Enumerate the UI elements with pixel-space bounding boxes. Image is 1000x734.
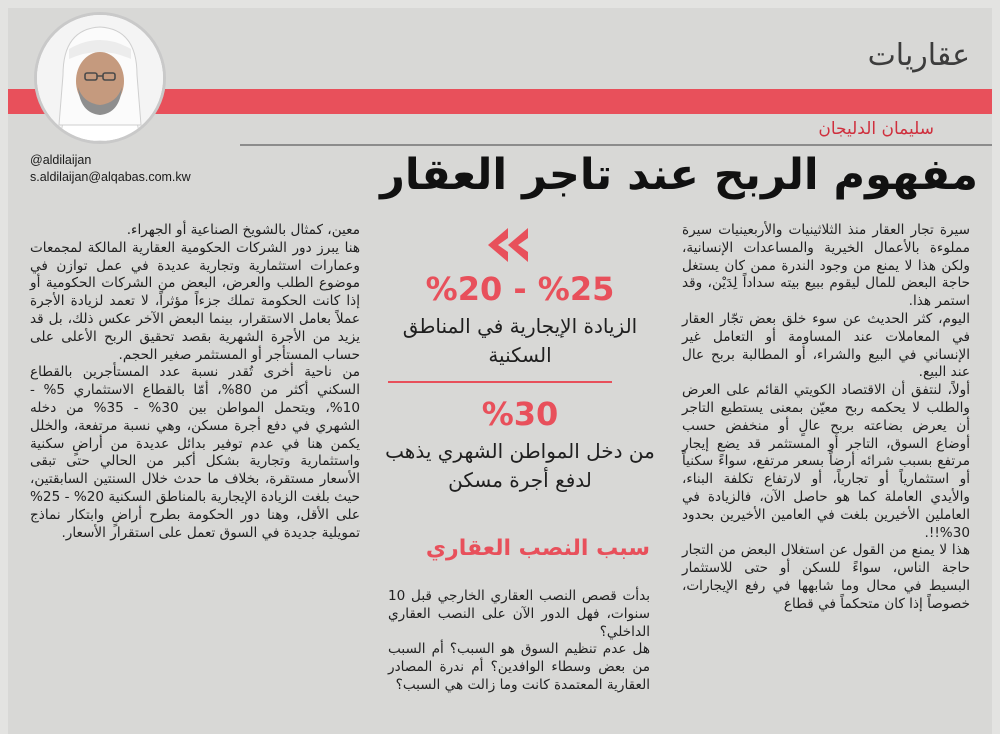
author-contacts (30, 152, 191, 186)
author-name[interactable]: سليمان الدليجان (818, 119, 934, 139)
author-portrait-icon (37, 15, 163, 141)
paragraph: معين، كمثال بالشويخ الصناعية أو الجهراء. (126, 222, 360, 238)
paragraph: أولاً، لنتفق أن الاقتصاد الكويتي القائم على العرض والطلب لا يحكمه ربح معيّن بمعنى يستطيع التاجر أن يعرض بضاعته بربح عالٍ أو منخفض حسب أوضاع السوق، التاجر أو المستثمر قد يضع إيجار مرتفع بسبب شرائه أرضاً بسعر مرتفع، سواءً سكنياً أو استثمارياً أو تجارياً، أو لارتفاع تكلفة البناء، والأيدي العاملة كما هو حاصل الآن، فالزيادة في العاملين الأخيرين بلغت في العامين الأخيرين بحدود 30%!!. (682, 382, 970, 541)
stat-rent-increase-value: %20 - %25 (425, 270, 615, 308)
author-email[interactable]: s.aldilaijan@alqabas.com.kw (30, 170, 191, 184)
article-column-right (682, 222, 970, 614)
stat-income-share-value: %30 (481, 395, 559, 433)
paragraph: اليوم، كثر الحديث عن سوء خلق بعض تجّار العقار في المعاملات عند المساومة أو التعامل غير الإنساني في البيع والشراء، أو المطالبة بربح عال عند البيع. (682, 310, 970, 381)
paragraph: هنا يبرز دور الشركات الحكومية العقارية المالكة لمجمعات وعمارات استثمارية وتجارية عديدة في عمل توازن في موضوع الطلب والعرض، البعض من الشركات الحكومية أو إذا كانت الحكومة تملك جزءاً مؤثراً، لا تعمد لزيادة الأجرة عملاً بعامل الاستقرار، بينما البعض الآخر عكس ذلك، بل قد يزيد من الأجرة الشهرية بقصد تحقيق الربح الأعلى على حساب المستأجر أو المستثمر صغير الحجم. (30, 239, 360, 363)
paragraph: من ناحية أخرى تُقدر نسبة عدد المستأجرين بالقطاع السكني أكثر من 80%، أمّا بالقطاع الاستثماري 5% - 10%، ويتحمل المواطن بين 30% - 35% من دخله الشهري في دفع أجرة مسكن، وهي نسبة مرتفعة، والخلل يكمن هنا في عدم توفير بدائل عديدة من أراضٍ سكنية واستثمارية وتجارية بشكل أكبر من الحالي حتى تبقى الأسعار مستقرة، بخلاف ما حدث خلال السنتين السابقتين، حيث بلغت الزيادة الإيجارية بالمناطق السكنية 20% - 25% على الأقل، وهنا دور الحكومة بطرح أراضٍ وابتكار نماذج تمويلية جديدة في السوق تعمل على استقرار الأسعار. (30, 364, 360, 541)
subheading-real-estate-fraud: سبب النصب العقاري (425, 536, 650, 561)
article-column-left (30, 222, 360, 542)
double-chevron-left-icon (486, 226, 530, 264)
paragraph: هذا لا يمنع من القول عن استغلال البعض من التجار حاجة الناس، سواءً للسكن أو حتى للاستثمار البسيط في محال وما شابهها في رفع الإيجارات، خصوصاً إذا كان متحكماً في قطاع (682, 542, 970, 612)
author-portrait (34, 12, 166, 144)
section-title: عقاريات (867, 38, 970, 73)
stat-rent-increase-label: الزيادة الإيجارية في المناطق السكنية (402, 314, 638, 367)
pullquote-divider (388, 381, 612, 383)
article-headline: مفهوم الربح عند تاجر العقار (380, 150, 978, 200)
article-column-middle (388, 588, 650, 695)
paragraph: بدأت قصص النصب العقاري الخارجي قبل 10 سنوات، فهل الدور الآن على النصب العقاري الداخلي؟ (388, 588, 650, 640)
paragraph: هل عدم تنظيم السوق هو السبب؟ أم السبب من بعض وسطاء الوافدين؟ أم ندرة المصادر العقارية المعتمدة كانت وما زالت هي السبب؟ (388, 641, 650, 693)
stat-income-share-label: من دخل المواطن الشهري يذهب لدفع أجرة مسكن (385, 439, 655, 492)
twitter-handle[interactable]: @aldilaijan (30, 153, 92, 167)
paragraph: سيرة تجار العقار منذ الثلاثينيات والأربعينيات سيرة مملوءة بالأعمال الخيرية والمساعدات الإنسانية، ولكن هذا لا يمنع من وجود الندرة ممن كان يستغل حاجة البعض للمال ليقوم ببيع بيته سداداً لِدَيْن، وقد استمر هذا. (682, 222, 970, 310)
